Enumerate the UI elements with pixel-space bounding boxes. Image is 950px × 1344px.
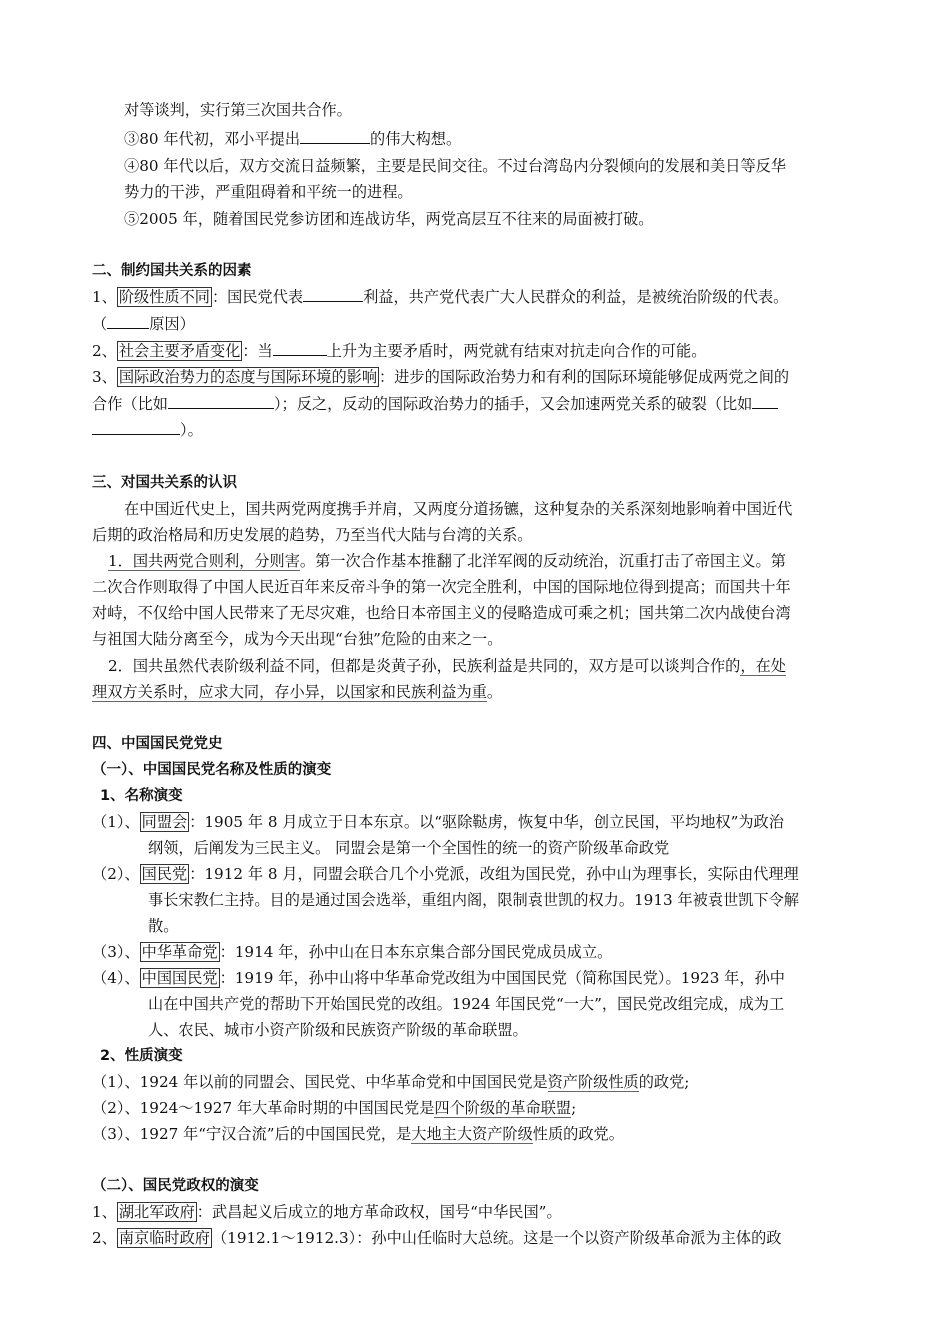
text-line: （3）、1927 年“宁汉合流”后的中国国民党，是大地主大资产阶级性质的政党。 [92, 1125, 624, 1143]
text-line: （2）、1924～1927 年大革命时期的中国国民党是四个阶级的革命联盟; [92, 1099, 577, 1117]
subsection-heading: 2、性质演变 [100, 1048, 183, 1064]
fill-blank[interactable] [303, 287, 363, 302]
subsection-heading: （一）、中国国民党名称及性质的演变 [92, 762, 332, 778]
fill-blank[interactable] [92, 420, 180, 435]
underlined-text: 1．国共两党合则利，分则害 [108, 552, 300, 570]
text-line: （2）、 国民党 ：1912 年 8 月，同盟会联合几个小党派，改组为国民党，孙中山为理事长，实际由代理理 [92, 865, 799, 883]
fill-blank[interactable] [752, 394, 778, 409]
text-line: （4）、 中国国民党 ：1919 年，孙中山将中华革命党改组为中国国民党（简称国民党）。1923 年，孙中 [92, 969, 785, 987]
fill-blank[interactable] [168, 394, 274, 409]
text-line: 山在中国共产党的帮助下开始国民党的改组。1924 年国民党“一大”，国民党改组完成，成为工 [148, 995, 785, 1013]
text-line: 3、 国际政治势力的态度与国际环境的影响 ：进步的国际政治势力和有利的国际环境能够促成两党之间的 [92, 368, 790, 386]
text-line: 2、 社会主要矛盾变化 ：当 上升为主要矛盾时，两党就有结束对抗走向合作的可能。 [92, 342, 707, 360]
text-line: 1．国共两党合则利，分则害。第一次合作基本推翻了北洋军阀的反动统治，沉重打击了帝国主义。第 [108, 552, 786, 570]
key-term: 同盟会 [141, 813, 188, 831]
text-line: 1、 湖北军政府 ：武昌起义后成立的地方革命政权，国号“中华民国”。 [92, 1203, 562, 1221]
fill-blank[interactable] [300, 129, 370, 144]
text-line: ⑤2005 年，随着国民党参访团和连战访华，两党高层互不往来的局面被打破。 [124, 210, 654, 228]
section-heading: 三、对国共关系的认识 [92, 475, 237, 491]
underlined-text: 理双方关系时，应求大同，存小异，以国家和民族利益为重 [92, 683, 487, 701]
text-line: 事长宋教仁主持。目的是通过国会选举，重组内阁，限制袁世凯的权力。1913 年被袁世凯下令解 [148, 891, 799, 909]
text-line: 理双方关系时，应求大同，存小异，以国家和民族利益为重。 [92, 683, 503, 701]
underlined-text: 四个阶级的革命联盟 [434, 1099, 572, 1117]
key-term: 中国国民党 [141, 969, 218, 987]
text-line: 1、 阶级性质不同 ：国民党代表 利益，共产党代表广大人民群众的利益，是被统治阶级的代表。 [92, 288, 789, 306]
text-line: 2．国共虽然代表阶级利益不同，但都是炎黄子孙，民族利益是共同的，双方是可以谈判合作的，在处 [108, 657, 786, 675]
key-term: 南京临时政府 [118, 1229, 210, 1247]
text-line: 人、农民、城市小资产阶级和民族资产阶级的革命联盟。 [148, 1021, 528, 1039]
key-term: 阶级性质不同 [118, 288, 210, 306]
text-line: 合作（比如 ）；反之，反动的国际政治势力的插手，又会加速两党关系的破裂（比如 [92, 393, 778, 415]
text-line: ③80 年代初，邓小平提出 的伟大构想。 [124, 130, 462, 148]
underlined-text: 大地主大资产阶级 [411, 1125, 533, 1143]
key-term: 国民党 [141, 865, 188, 883]
text-line: 纲领，后阐发为三民主义。 同盟会是第一个全国性的统一的资产阶级革命政党 [148, 839, 670, 857]
text-line: （3）、 中华革命党 ：1914 年，孙中山在日本东京集合部分国民党成员成立。 [92, 943, 613, 961]
text-line: 2、 南京临时政府 （1912.1～1912.3）：孙中山任临时大总统。这是一个以资产阶级革命派为主体的政 [92, 1229, 782, 1247]
text-line: ④80 年代以后，双方交流日益频繁，主要是民间交往。不过台湾岛内分裂倾向的发展和美日等反华 [124, 157, 787, 175]
text-line: 二次合作则取得了中国人民近百年来反帝斗争的第一次完全胜利，中国的国际地位得到提高；而国共十年 [92, 578, 791, 596]
fill-blank[interactable] [273, 341, 327, 356]
text-line: （1）、1924 年以前的同盟会、国民党、中华革命党和中国国民党是资产阶级性质的政党; [92, 1073, 690, 1091]
underlined-text: 资产阶级性质 [547, 1073, 639, 1091]
underlined-text: ，在处 [740, 657, 786, 675]
text-line: 对等谈判，实行第三次国共合作。 [124, 101, 352, 119]
text-line: 与祖国大陆分离至今，成为今天出现“台独”危险的由来之一。 [92, 630, 503, 648]
text-line: （ 原因） [92, 315, 195, 333]
subsection-heading: （二）、国民党政权的演变 [92, 1178, 259, 1194]
text-line: ）。 [92, 419, 203, 441]
text-line: 对峙，不仅给中国人民带来了无尽灾难，也给日本帝国主义的侵略造成可乘之机；国共第二次内战使台湾 [92, 604, 791, 622]
text-line: （1）、 同盟会 ：1905 年 8 月成立于日本东京。以“驱除鞑虏，恢复中华，创立民国，平均地权”为政治 [92, 813, 784, 831]
fill-blank[interactable] [107, 314, 149, 329]
key-term: 湖北军政府 [118, 1203, 195, 1221]
key-term: 国际政治势力的态度与国际环境的影响 [118, 368, 378, 386]
section-heading: 二、制约国共关系的因素 [92, 263, 252, 279]
subsection-heading: 1、名称演变 [100, 788, 183, 804]
text-line: 在中国近代史上，国共两党两度携手并肩，又两度分道扬镳，这种复杂的关系深刻地影响着中国近代 [124, 500, 793, 518]
section-heading: 四、中国国民党党史 [92, 736, 223, 752]
text-line: 散。 [148, 917, 179, 935]
text-line: 势力的干涉，严重阻碍着和平统一的进程。 [124, 183, 413, 201]
key-term: 中华革命党 [141, 943, 218, 961]
key-term: 社会主要矛盾变化 [118, 342, 241, 360]
text-line: 后期的政治格局和历史发展的趋势，乃至当代大陆与台湾的关系。 [92, 526, 533, 544]
